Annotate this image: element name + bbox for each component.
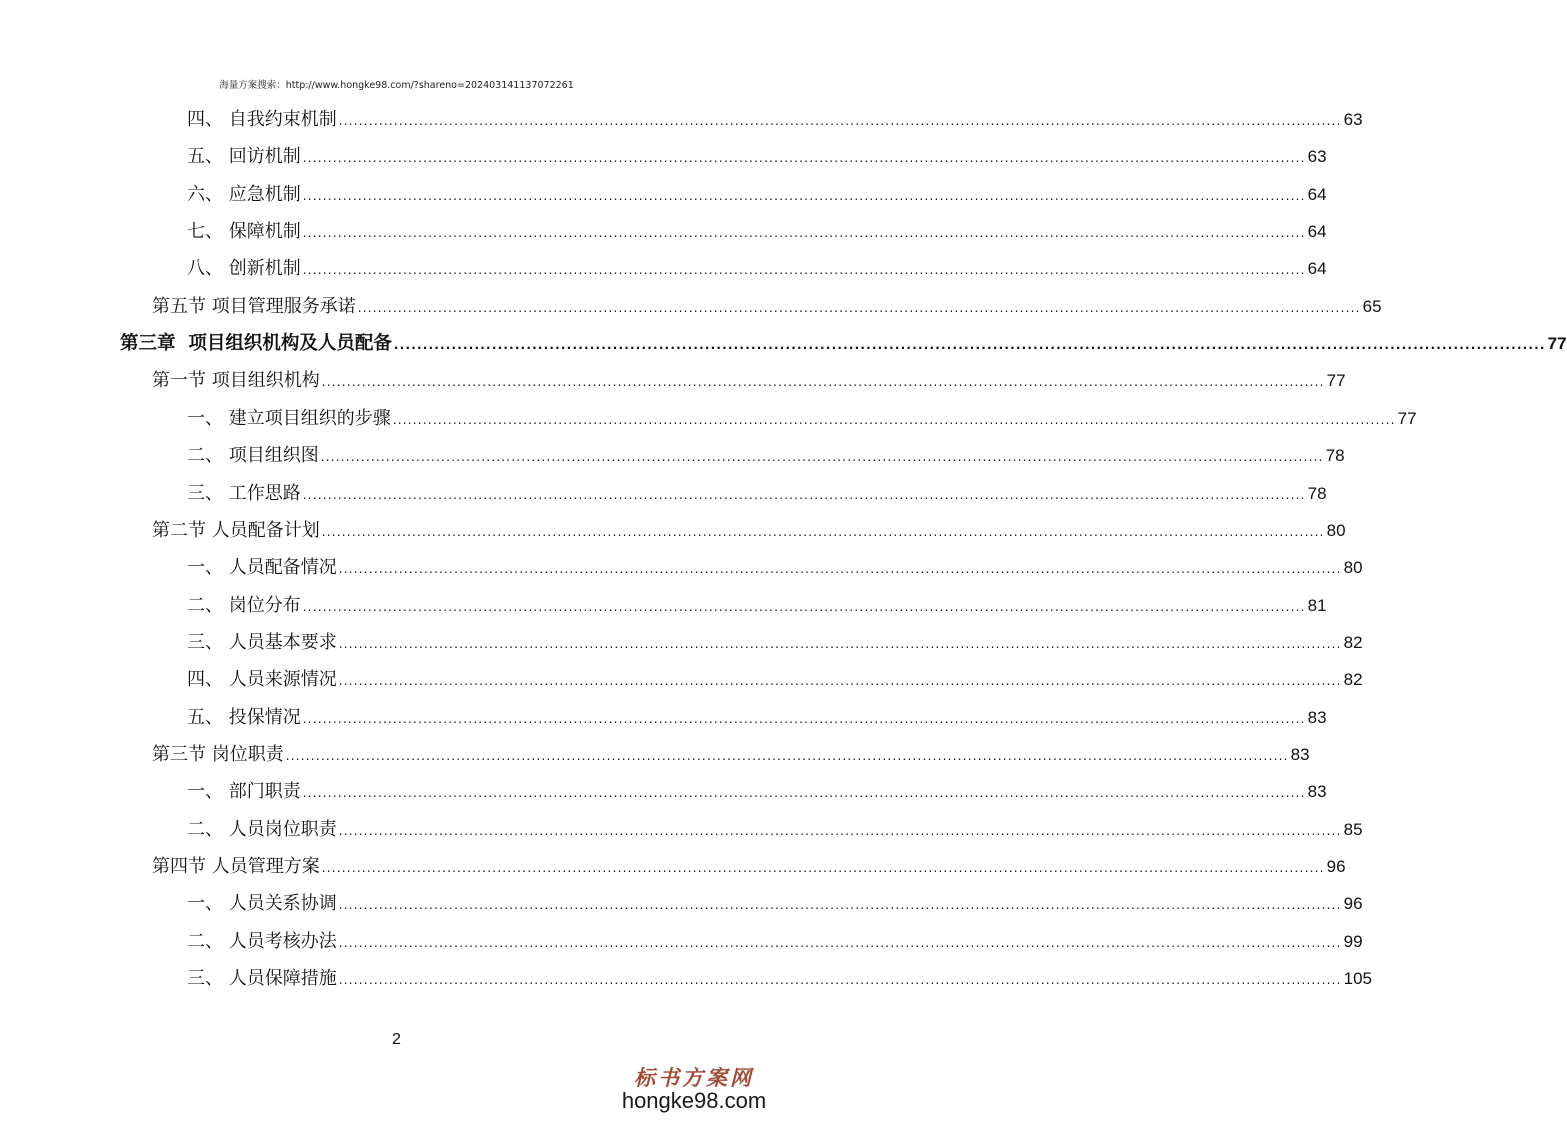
toc-entry-page: 64 (1307, 222, 1327, 242)
toc-entry-number: 一、 (187, 893, 223, 915)
toc-dot-leader: ........................................................................................................................................................................................................ (392, 412, 1396, 427)
toc-dot-leader: ........................................................................................................................................................................................................ (321, 861, 1325, 875)
toc-entry-title: 人员配备计划 (211, 519, 320, 541)
toc-entry-title: 项目组织机构及人员配备 (188, 333, 392, 355)
toc-entry[interactable] (187, 960, 1372, 997)
toc-entry-title: 建立项目组织的步骤 (228, 407, 391, 429)
toc-entry-page: 83 (1290, 744, 1310, 764)
toc-dot-leader: ........................................................................................................................................................................................................ (338, 636, 1342, 651)
toc-entry-page: 96 (1326, 857, 1346, 876)
toc-entry-title: 创新机制 (228, 258, 301, 280)
toc-entry-page: 83 (1307, 707, 1327, 727)
toc-entry[interactable] (187, 699, 1327, 736)
toc-entry-page: 63 (1307, 147, 1327, 167)
toc-entry-number: 四、 (187, 109, 223, 130)
toc-entry-page: 64 (1307, 259, 1327, 279)
toc-entry[interactable] (187, 101, 1363, 138)
toc-entry-number: 二、 (187, 445, 223, 467)
toc-entry-number: 三、 (187, 968, 223, 990)
toc-dot-leader: ........................................................................................................................................................................................................ (302, 599, 1306, 614)
toc-entry-title: 工作思路 (228, 482, 301, 504)
toc-dot-leader: ........................................................................................................................................................................................................ (302, 711, 1306, 726)
toc-entry-title: 人员配备情况 (228, 557, 337, 579)
toc-dot-leader: ........................................................................................................................................................................................................ (321, 375, 1325, 390)
toc-entry-title: 保障机制 (228, 221, 301, 243)
toc-entry-title: 项目组织机构 (211, 370, 320, 392)
toc-entry-number: 第三章 (120, 333, 176, 355)
toc-entry-number: 六、 (187, 183, 223, 205)
toc-entry[interactable] (120, 325, 1567, 362)
toc-entry-page: 63 (1343, 110, 1363, 129)
toc-entry-page: 77 (1397, 408, 1417, 428)
toc-entry-page: 81 (1307, 595, 1327, 615)
toc-entry-title: 投保情况 (228, 706, 301, 728)
page-number: 2 (392, 1031, 401, 1048)
toc-entry-page: 83 (1307, 782, 1327, 802)
toc-entry-page: 78 (1325, 446, 1345, 466)
toc-entry[interactable] (152, 362, 1346, 399)
toc-entry-number: 第四节 (152, 856, 206, 877)
toc-dot-leader: ........................................................................................................................................................................................................ (338, 973, 1342, 988)
toc-entry[interactable] (187, 138, 1327, 175)
toc-entry-title: 部门职责 (228, 781, 301, 803)
toc-entry-page: 82 (1343, 670, 1363, 690)
toc-entry-page: 105 (1343, 969, 1372, 989)
toc-entry-page: 99 (1343, 931, 1363, 951)
watermark-cn-text: 标书方案网 (634, 1065, 754, 1090)
toc-dot-leader: ........................................................................................................................................................................................................ (321, 524, 1325, 539)
toc-entry-title: 人员考核办法 (228, 930, 337, 952)
toc-entry-number: 四、 (187, 669, 223, 691)
toc-entry[interactable] (152, 512, 1346, 549)
toc-dot-leader: ........................................................................................................................................................................................................ (338, 674, 1342, 689)
toc-entry-number: 八、 (187, 258, 223, 280)
toc-dot-leader: ........................................................................................................................................................................................................ (302, 263, 1306, 278)
toc-dot-leader: ........................................................................................................................................................................................................ (338, 823, 1342, 838)
toc-dot-leader: ........................................................................................................................................................................................................ (302, 487, 1306, 502)
toc-dot-leader: ........................................................................................................................................................................................................ (393, 338, 1546, 353)
toc-entry-number: 三、 (187, 631, 223, 653)
toc-entry[interactable] (187, 624, 1363, 661)
toc-dot-leader: ........................................................................................................................................................................................................ (338, 935, 1342, 950)
toc-entry[interactable] (187, 213, 1327, 250)
toc-dot-leader: ........................................................................................................................................................................................................ (302, 226, 1306, 241)
toc-entry-page: 77 (1547, 334, 1567, 354)
toc-entry-number: 五、 (187, 706, 223, 728)
toc-entry-title: 项目管理服务承诺 (211, 295, 356, 317)
toc-dot-leader: ........................................................................................................................................................................................................ (338, 898, 1342, 913)
toc-entry-number: 三、 (187, 482, 223, 504)
toc-entry[interactable] (187, 437, 1345, 474)
toc-entry[interactable] (187, 773, 1327, 810)
toc-entry-number: 二、 (187, 594, 223, 616)
watermark-en-text: hongke98.com (621, 1088, 767, 1113)
toc-entry[interactable] (152, 848, 1346, 885)
toc-dot-leader: ........................................................................................................................................................................................................ (302, 786, 1306, 801)
toc-entry-page: 82 (1343, 632, 1363, 652)
toc-entry-page: 65 (1362, 296, 1382, 316)
toc-dot-leader: ........................................................................................................................................................................................................ (338, 562, 1342, 577)
toc-entry-page: 85 (1343, 819, 1363, 839)
toc-entry-number: 一、 (187, 557, 223, 579)
toc-entry-number: 二、 (187, 818, 223, 840)
toc-entry-title: 应急机制 (228, 183, 301, 205)
toc-dot-leader: ........................................................................................................................................................................................................ (302, 188, 1306, 203)
toc-entry-title: 项目组织图 (228, 445, 319, 467)
toc-entry-page: 96 (1343, 894, 1363, 914)
toc-entry-title: 人员管理方案 (211, 856, 320, 877)
watermark-logo (609, 1062, 779, 1114)
toc-entry-number: 第二节 (152, 519, 206, 541)
toc-entry-page: 80 (1343, 558, 1363, 578)
toc-entry[interactable] (152, 288, 1382, 325)
toc-entry[interactable] (152, 736, 1310, 773)
toc-entry-title: 人员基本要求 (228, 631, 337, 653)
toc-entry[interactable] (187, 475, 1327, 512)
toc-entry-page: 64 (1307, 184, 1327, 204)
toc-entry-number: 七、 (187, 221, 223, 243)
toc-entry-title: 回访机制 (228, 146, 301, 168)
toc-entry[interactable] (187, 885, 1363, 922)
toc-entry-title: 人员保障措施 (228, 968, 337, 990)
toc-entry-title: 岗位职责 (211, 743, 284, 765)
toc-entry[interactable] (187, 549, 1363, 586)
toc-entry-number: 第五节 (152, 295, 206, 317)
toc-entry[interactable] (187, 661, 1363, 698)
toc-entry-title: 人员关系协调 (228, 893, 337, 915)
toc-dot-leader: ........................................................................................................................................................................................................ (320, 450, 1324, 465)
toc-entry-title: 岗位分布 (228, 594, 301, 616)
toc-entry-number: 一、 (187, 781, 223, 803)
toc-entry-number: 五、 (187, 146, 223, 168)
toc-entry[interactable] (187, 811, 1363, 848)
toc-dot-leader: ........................................................................................................................................................................................................ (338, 114, 1342, 128)
toc-entry-page: 80 (1326, 520, 1346, 540)
toc-entry-number: 第一节 (152, 370, 206, 392)
toc-entry[interactable] (187, 176, 1327, 213)
toc-dot-leader: ........................................................................................................................................................................................................ (285, 748, 1289, 763)
toc-entry[interactable] (187, 400, 1417, 437)
toc-dot-leader: ........................................................................................................................................................................................................ (302, 151, 1306, 166)
toc-entry-page: 78 (1307, 483, 1327, 503)
toc-entry[interactable] (187, 923, 1363, 960)
toc-entry-number: 第三节 (152, 743, 206, 765)
toc-entry-number: 二、 (187, 930, 223, 952)
toc-entry-number: 一、 (187, 407, 223, 429)
toc-entry[interactable] (187, 250, 1327, 287)
toc-dot-leader: ........................................................................................................................................................................................................ (357, 300, 1361, 315)
page-header-url: 海量方案搜索：http://www.hongke98.com/?shareno=202403141137072261 (219, 80, 574, 91)
toc-entry-title: 人员来源情况 (228, 669, 337, 691)
toc-entry-page: 77 (1326, 371, 1346, 391)
toc-entry-title: 自我约束机制 (228, 109, 337, 130)
toc-entry[interactable] (187, 587, 1327, 624)
toc-entry-title: 人员岗位职责 (228, 818, 337, 840)
